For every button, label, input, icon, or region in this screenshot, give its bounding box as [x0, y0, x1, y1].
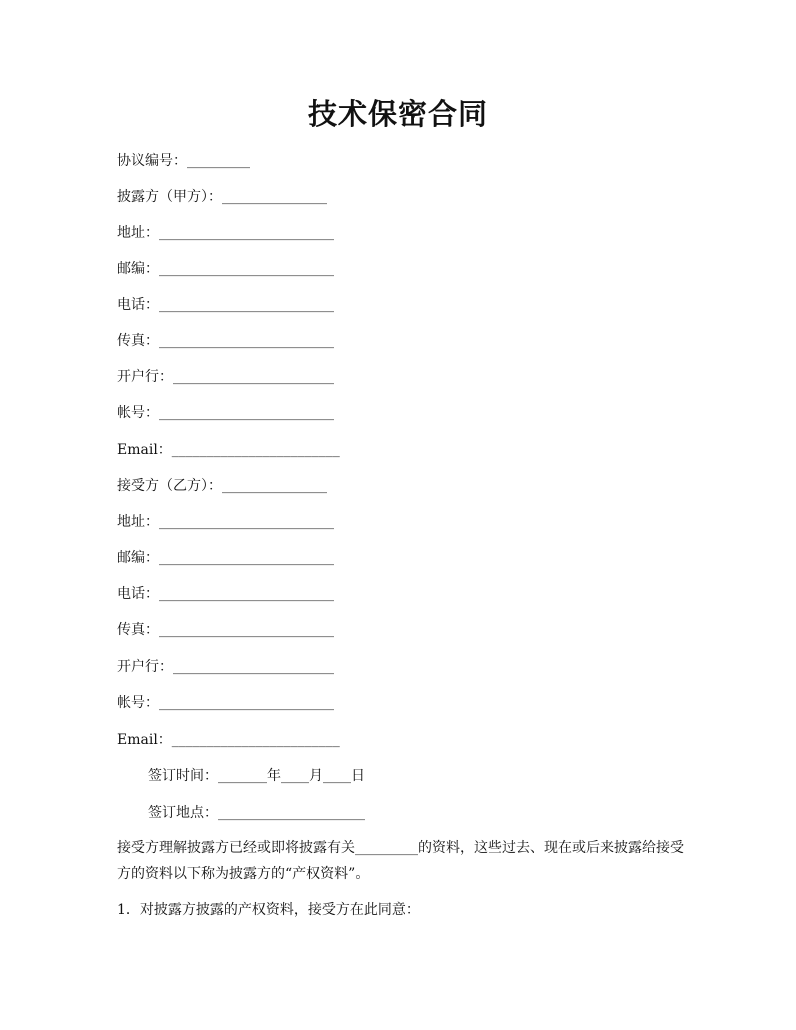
field-label: 邮编：: [117, 550, 159, 566]
field-blank: _________________________: [159, 333, 334, 349]
field-blank: _________________________: [159, 586, 334, 602]
field-blank: _________________________: [159, 261, 334, 277]
intro-paragraph: 接受方理解披露方已经或即将披露有关_________的资料，这些过去、现在或后来披露给接受方的资料以下称为披露方的“产权资料”。: [117, 840, 684, 882]
field-party-b-account: [117, 693, 334, 713]
field-label: 邮编：: [117, 261, 159, 277]
field-label: 披露方（甲方）：: [117, 189, 222, 205]
sign-time-date-blanks: _______年____月____日: [218, 768, 365, 784]
field-blank: _________________________: [159, 622, 334, 638]
field-blank: ________________________: [171, 442, 340, 458]
field-label: 地址：: [117, 514, 159, 530]
field-blank: ________________________: [171, 732, 340, 748]
field-blank: _______________________: [173, 659, 334, 675]
field-blank: _________________________: [159, 550, 334, 566]
field-label: 电话：: [117, 297, 159, 313]
field-label: 电话：: [117, 586, 159, 602]
field-label: 传真：: [117, 333, 159, 349]
field-label: 接受方（乙方）：: [117, 478, 222, 494]
field-label: 协议编号：: [117, 153, 187, 169]
field-party-a-address: [117, 223, 334, 243]
field-blank: _________________________: [159, 297, 334, 313]
field-party-a-bank: [117, 367, 334, 387]
field-agreement-number: [117, 151, 250, 171]
field-blank: _________________________: [159, 225, 334, 241]
field-party-b-phone: [117, 584, 334, 604]
field-label: 帐号：: [117, 695, 159, 711]
field-label: 开户行：: [117, 369, 173, 385]
field-party-b-email: [117, 730, 340, 750]
field-label: 开户行：: [117, 659, 173, 675]
field-blank: _________________________: [159, 695, 334, 711]
field-blank: _________________________: [159, 514, 334, 530]
sign-time-label: 签订时间：: [148, 768, 218, 784]
field-party-a-account: [117, 403, 334, 423]
field-blank: _________________________: [159, 405, 334, 421]
field-party-b-bank: [117, 657, 334, 677]
field-label: 帐号：: [117, 405, 159, 421]
field-label: Email：: [117, 442, 172, 458]
field-blank: _______________: [222, 478, 327, 494]
field-label: 传真：: [117, 622, 159, 638]
field-party-a-phone: [117, 295, 334, 315]
sign-time-line: [148, 766, 365, 786]
field-receiving-party: [117, 476, 327, 496]
field-party-a-fax: [117, 331, 334, 351]
field-blank: _______________: [222, 189, 327, 205]
clause-1: 1．对披露方披露的产权资料，接受方在此同意：: [117, 902, 420, 918]
field-blank: _______________________: [173, 369, 334, 385]
field-party-a-email: [117, 440, 340, 460]
field-party-a-postcode: [117, 259, 334, 279]
sign-place-blank: _____________________: [218, 805, 365, 821]
field-party-b-address: [117, 512, 334, 532]
field-party-b-postcode: [117, 548, 334, 568]
field-blank: _________: [187, 153, 250, 169]
field-disclosing-party: [117, 187, 327, 207]
contract-title: 技术保密合同: [307, 97, 488, 131]
sign-place-label: 签订地点：: [148, 805, 218, 821]
field-label: Email：: [117, 732, 172, 748]
field-party-b-fax: [117, 620, 334, 640]
field-label: 地址：: [117, 225, 159, 241]
sign-place-line: [148, 803, 365, 823]
